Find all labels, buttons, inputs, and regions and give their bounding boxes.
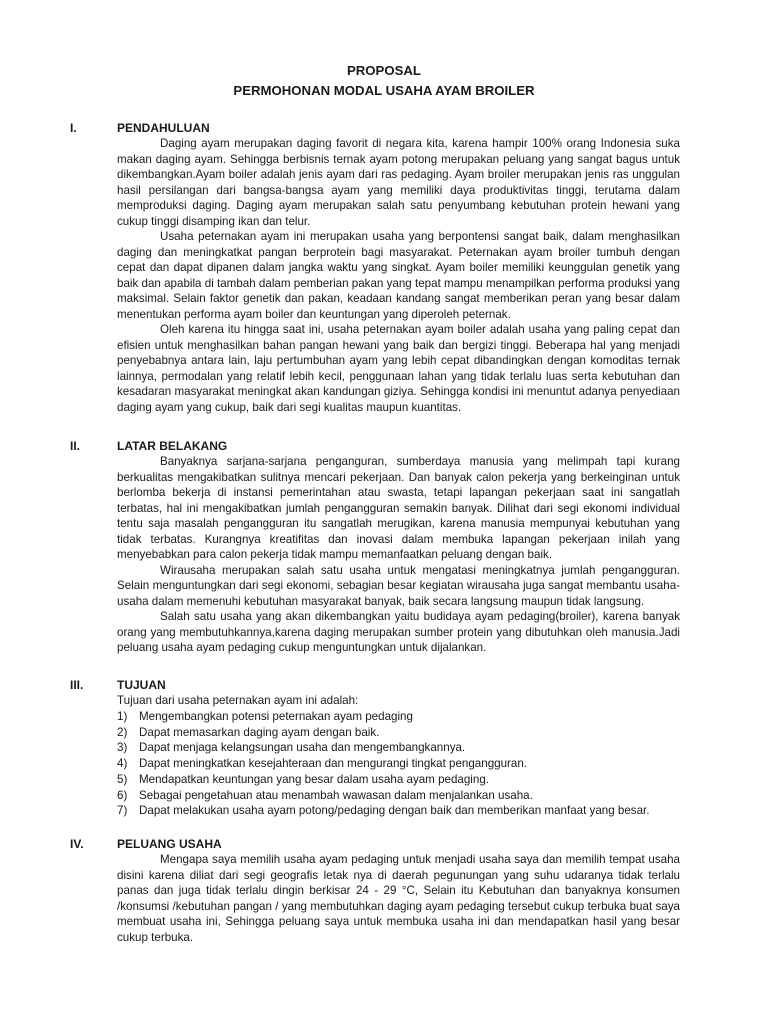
list-item <box>117 756 680 772</box>
section-3-lead: Tujuan dari usaha peternakan ayam ini adalah: <box>117 694 359 707</box>
paragraph: Salah satu usaha yang akan dikembangkan yaitu budidaya ayam pedaging(broiler), karena banyak orang yang membutuhkannya,karena daging merupakan sumber protein yang dibutuhkan oleh manusia.Jadi peluang usaha ayam pedaging cukup menguntungkan untuk dijalankan. <box>117 610 680 654</box>
list-number: 1) <box>117 710 128 723</box>
list-text: Mengembangkan potensi peternakan ayam pedaging <box>139 710 413 723</box>
list-item <box>117 740 680 756</box>
document-title: PROPOSAL <box>346 63 421 78</box>
section-1-title: PENDAHULUAN <box>117 121 210 135</box>
list-text: Dapat melakukan usaha ayam potong/pedaging dengan baik dan memberikan manfaat yang besar. <box>139 804 650 818</box>
objectives-list <box>117 709 680 819</box>
section-1-body <box>117 136 680 415</box>
list-text: Dapat meningkatkan kesejahteraan dan mengurangi tingkat pengangguran. <box>139 757 528 771</box>
list-number: 6) <box>117 788 128 802</box>
list-item <box>117 788 680 804</box>
list-text: Dapat menjaga kelangsungan usaha dan mengembangkannya. <box>139 741 466 755</box>
list-item <box>117 772 680 788</box>
section-1-number: I. <box>70 121 77 135</box>
list-number: 2) <box>117 725 128 739</box>
list-item <box>117 803 680 819</box>
list-number: 5) <box>117 772 128 786</box>
paragraph: Usaha peternakan ayam ini merupakan usaha yang berpontensi sangat baik, dalam menghasilkan daging dan meningkatkat pangan berprotein bagi masyarakat. Peternakan ayam broiler tumbuh dengan cepat dan dapat dipanen dalam jangka waktu yang singkat. Ayam boiler memiliki keunggulan genetik yang baik dan apabila di tambah dalam pemberian pakan yang tepat mampu menampilkan performa produksi yang maksimal. Selain faktor genetik dan pakan, keadaan kandang sangat memberikan peran yang besar dalam menentukan performa ayam boiler dan keuntungan yang diperoleh peternak. <box>117 230 680 321</box>
paragraph: Wirausaha merupakan salah satu usaha untuk mengatasi meningkatnya jumlah pengangguran. Selain menguntungkan dari segi ekonomi, sebagian besar kegiatan wirausaha juga sangat membantu usaha-usaha dalam memenuhi kebutuhan masyarakat banyak, baik secara langsung maupun tidak langsung. <box>117 563 680 608</box>
section-4-number: IV. <box>70 837 84 851</box>
paragraph: Banyaknya sarjana-sarjana penganguran, sumberdaya manusia yang melimpah tapi kurang berkualitas mengakibatkan sulitnya mencari pekerjaan. Dan banyak calon pekerja yang berkeinginan untuk berlomba bekerja di instansi pemerintahan atau swasta, tetapi lapangan pekerjaan saat ini sangatlah terbatas, hal ini mengakibatkan jumlah pengangguran semakin banyak. Dilihat dari segi ekonomi individual tentu saja masalah pengangguran itu sangatlah merugikan, karena manusia mempunyai kebutuhan yang tidak terbatas. Kurangnya kreatifitas dan inovasi dalam membuka lapangan pekerjaan inilah yang menyebabkan para calon pekerja tidak mampu memanfaatkan peluang dengan baik. <box>117 455 680 561</box>
list-number: 3) <box>117 741 128 755</box>
paragraph: Daging ayam merupakan daging favorit di negara kita, karena hampir 100% orang Indonesia suka makan daging ayam. Sehingga berbisnis ternak ayam potong merupakan peluang yang sangat bagus untuk dikembangkan.Ayam boiler adalah jenis ayam dari ras pedaging. Ayam broiler merupakan jenis ras unggulan hasil persilangan dari bangsa-bangsa ayam yang memiliki daya produktivitas tinggi, terutama dalam memproduksi daging. Daging ayam merupakan salah satu penyumbang kebutuhan protein hewani yang cukup tinggi disamping ikan dan telur. <box>117 137 680 228</box>
section-2-body <box>117 454 680 656</box>
section-2-number: II. <box>70 439 81 453</box>
list-text: Dapat memasarkan daging ayam dengan baik. <box>139 725 380 739</box>
list-number: 4) <box>117 757 128 771</box>
list-item <box>117 709 680 725</box>
document-subtitle: PERMOHONAN MODAL USAHA AYAM BROILER <box>233 83 535 98</box>
list-item <box>117 725 680 741</box>
list-number: 7) <box>117 804 128 818</box>
section-2-title: LATAR BELAKANG <box>117 439 228 453</box>
list-text: Sebagai pengetahuan atau menambah wawasan dalam menjalankan usaha. <box>139 788 533 802</box>
section-4-body <box>117 852 680 945</box>
paragraph: Oleh karena itu hingga saat ini, usaha peternakan ayam boiler adalah usaha yang paling cepat dan efisien untuk menghasilkan bahan pangan hewani yang baik dan bergizi tinggi. Beberapa hal yang menjadi penyebabnya antara lain, laju pertumbuhan ayam yang lebih cepat dibandingkan dengan komoditas ternak lainnya, permodalan yang relatif lebih kecil, penggunaan lahan yang tidak terlalu luas serta kebutuhan dan kesadaran masyarakat meningkat akan kandungan giziya. Sehingga kondisi ini menuntut adanya penyediaan daging ayam yang cukup, baik dari segi kualitas maupun kuantitas. <box>117 323 680 414</box>
paragraph: Mengapa saya memilih usaha ayam pedaging untuk menjadi usaha saya dan memilih tempat usaha disini karena diliat dari segi geografis letak nya di daerah pegunungan yang suhu udaranya tidak terlalu panas dan juga tidak terlalu dingin berkisar 24 - 29 °C, Selain itu Kebutuhan dan banyaknya konsumen /konsumsi /kebutuhan pangan / yang membutuhkan daging ayam pedaging tersebut cukup terbuka buat saya membuat usaha ini, Sehingga peluang saya untuk membuka usaha ini dan mendapatkan hasil yang besar cukup terbuka. <box>117 853 680 944</box>
section-4-title: PELUANG USAHA <box>117 837 222 851</box>
section-3-title: TUJUAN <box>117 678 166 692</box>
list-text: Mendapatkan keuntungan yang besar dalam usaha ayam pedaging. <box>139 772 489 786</box>
section-3-number: III. <box>70 678 84 692</box>
